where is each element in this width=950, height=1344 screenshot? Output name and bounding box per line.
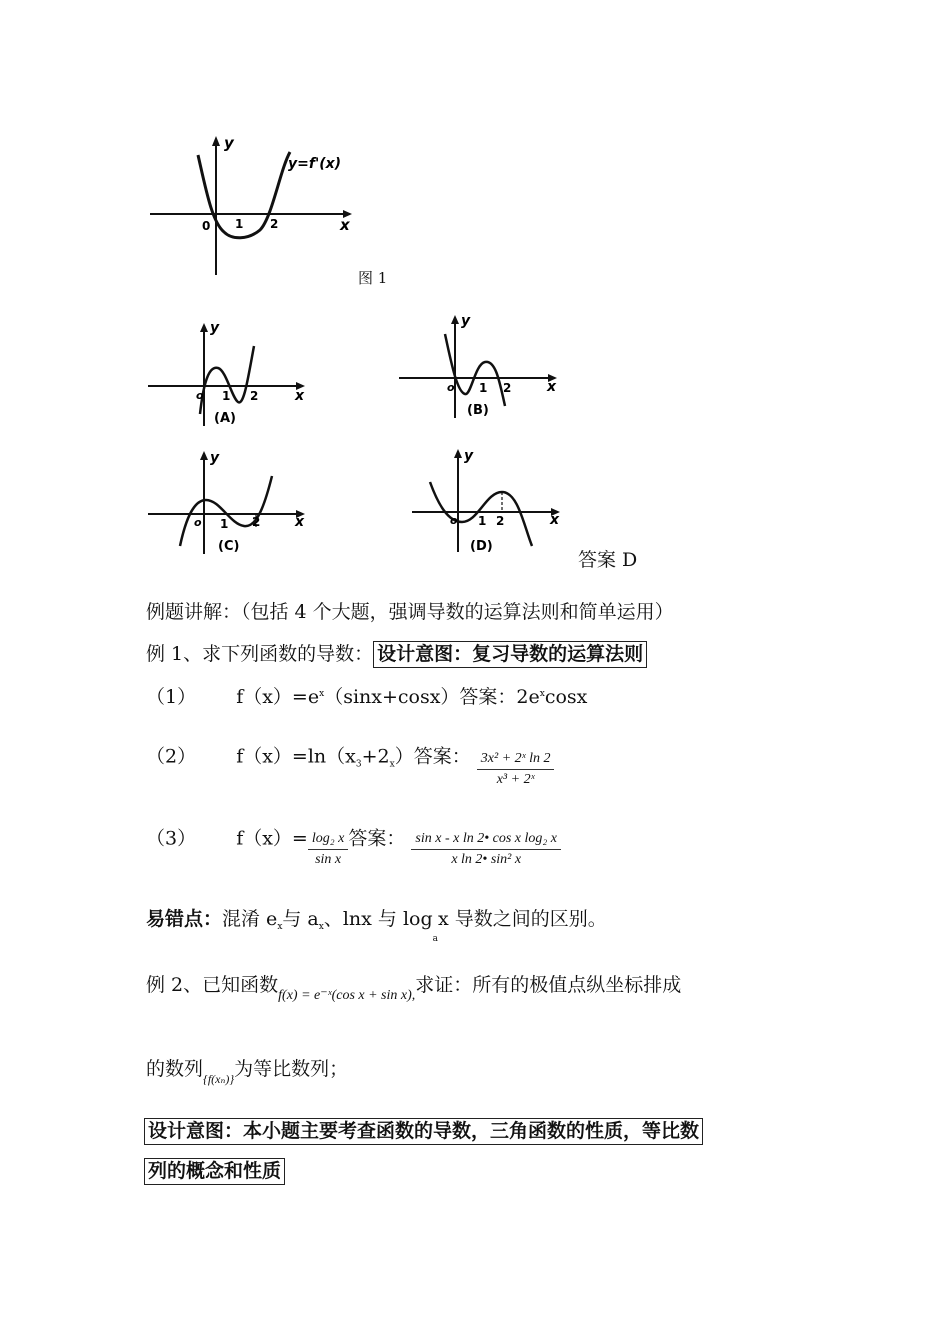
item2-func-mid: +2 [361,745,390,768]
example1-item-2 [146,740,554,787]
error-sub-a: x [277,922,283,932]
item2-answer-den: x³ + 2ˣ [496,772,535,787]
error-sub-b: x [318,922,324,932]
example1-heading [146,645,647,664]
example2-suffix: 求证：所有的极值点纵坐标排成 [415,974,682,996]
option-b-graph [395,312,570,422]
item3-func-num: log₂ x [308,832,348,850]
option-d-label: (D) [470,539,493,554]
item2-func-tail: ）答案： [394,745,471,768]
fig1-x-label: x [340,216,350,234]
option-d-x-label: x [550,512,560,528]
item3-func-den: sin x [315,852,342,867]
item1-func: f（x）=e [236,686,320,708]
item2-answer-num: 3x² + 2ˣ ln 2 [477,752,555,770]
item2-func-sub2: x [389,759,395,770]
option-c-graph [140,448,320,560]
example2-sequence-formula: {f(xₙ)} [203,1072,235,1086]
error-text-d: x 导数之间的区别。 [438,908,607,930]
item2-func-sub: 3 [355,759,362,770]
fig1-tick-1: 1 [235,217,244,231]
error-sub-c: a [432,934,439,944]
option-b-label: (B) [467,403,489,418]
option-d-tick-1: 1 [478,514,487,528]
option-c-x-label: x [295,514,305,530]
example2-line2 [146,1058,349,1086]
item1-num: （1） [146,686,197,708]
example1-prefix: 例 1、求下列函数的导数： [146,643,374,665]
option-d-tick-2: 2 [496,514,505,528]
example2-line2-a: 的数列 [146,1058,204,1080]
item1-func-tail: （sinx+cosx）答案：2e [324,686,540,708]
option-c-label: (C) [218,539,240,554]
option-c-tick-2: 2 [252,515,261,529]
option-a-x-label: x [295,388,305,404]
option-a-y-label: y [210,320,220,336]
option-c-tick-0: o [194,516,202,529]
figure-1-graph [140,130,370,280]
item1-ans-tail: cosx [544,686,588,708]
option-c-tick-1: 1 [220,517,229,531]
option-b-tick-2: 2 [503,381,512,395]
error-text-b: 与 a [282,908,319,930]
item3-func-tail: 答案： [348,827,406,850]
option-a-label: (A) [214,411,236,426]
answer-d: 答案 D [578,549,638,571]
option-a-tick-1: 1 [222,389,231,403]
option-a-tick-2: 2 [250,389,259,403]
option-d-tick-0: o [450,514,458,527]
item1-func-sup: x [319,689,325,699]
fig1-y-label: y [224,134,234,152]
fig1-tick-2: 2 [270,217,279,231]
item3-answer-fraction [411,832,561,867]
option-d-graph [408,446,573,558]
design-intent-2-text-1: 设计意图：本小题主要考查函数的导数，三角函数的性质，等比数 [144,1118,703,1145]
option-a-tick-0: o [196,389,204,402]
item2-answer-fraction [477,752,555,787]
example1-design-note: 设计意图：复习导数的运算法则 [373,641,647,668]
option-b-tick-1: 1 [479,381,488,395]
item3-func: f（x）= [236,827,308,850]
intro-line: 例题讲解：（包括 4 个大题，强调导数的运算法则和简单运用） [146,601,674,623]
item2-func: f（x）=ln（x [236,745,356,768]
example2-line1 [146,974,682,1003]
option-b-y-label: y [461,313,471,329]
example1-item-1 [146,688,587,707]
error-text-c: 、lnx 与 log [323,908,433,930]
fig1-curve-label: y=f'(x) [288,156,342,172]
figure-1-caption: 图 1 [358,269,388,287]
item1-ans-sup: x [539,689,545,699]
option-b-x-label: x [547,379,557,395]
option-c-y-label: y [210,450,220,466]
item3-func-fraction [308,832,348,867]
example2-formula: f(x) = e⁻ˣ(cos x + sin x), [278,988,416,1003]
option-d-y-label: y [464,448,474,464]
error-text-a: 混淆 e [222,908,278,930]
design-intent-2-line2 [144,1162,285,1181]
item3-answer-num: sin x - x ln 2• cos x log₂ x [411,832,561,850]
error-point-line [146,910,607,944]
error-point-label: 易错点： [146,908,223,930]
example2-prefix: 例 2、已知函数 [146,974,279,996]
option-a-graph [140,318,320,430]
example2-line2-b: 为等比数列； [234,1058,349,1080]
item2-num: （2） [146,745,197,768]
item3-answer-den: x ln 2• sin² x [451,852,522,867]
fig1-tick-0: 0 [202,219,211,233]
design-intent-2-text-2: 列的概念和性质 [144,1158,285,1185]
item3-num: （3） [146,827,197,850]
example1-item-3 [146,822,561,867]
option-b-tick-0: o [447,381,455,394]
design-intent-2-line1 [144,1122,703,1141]
